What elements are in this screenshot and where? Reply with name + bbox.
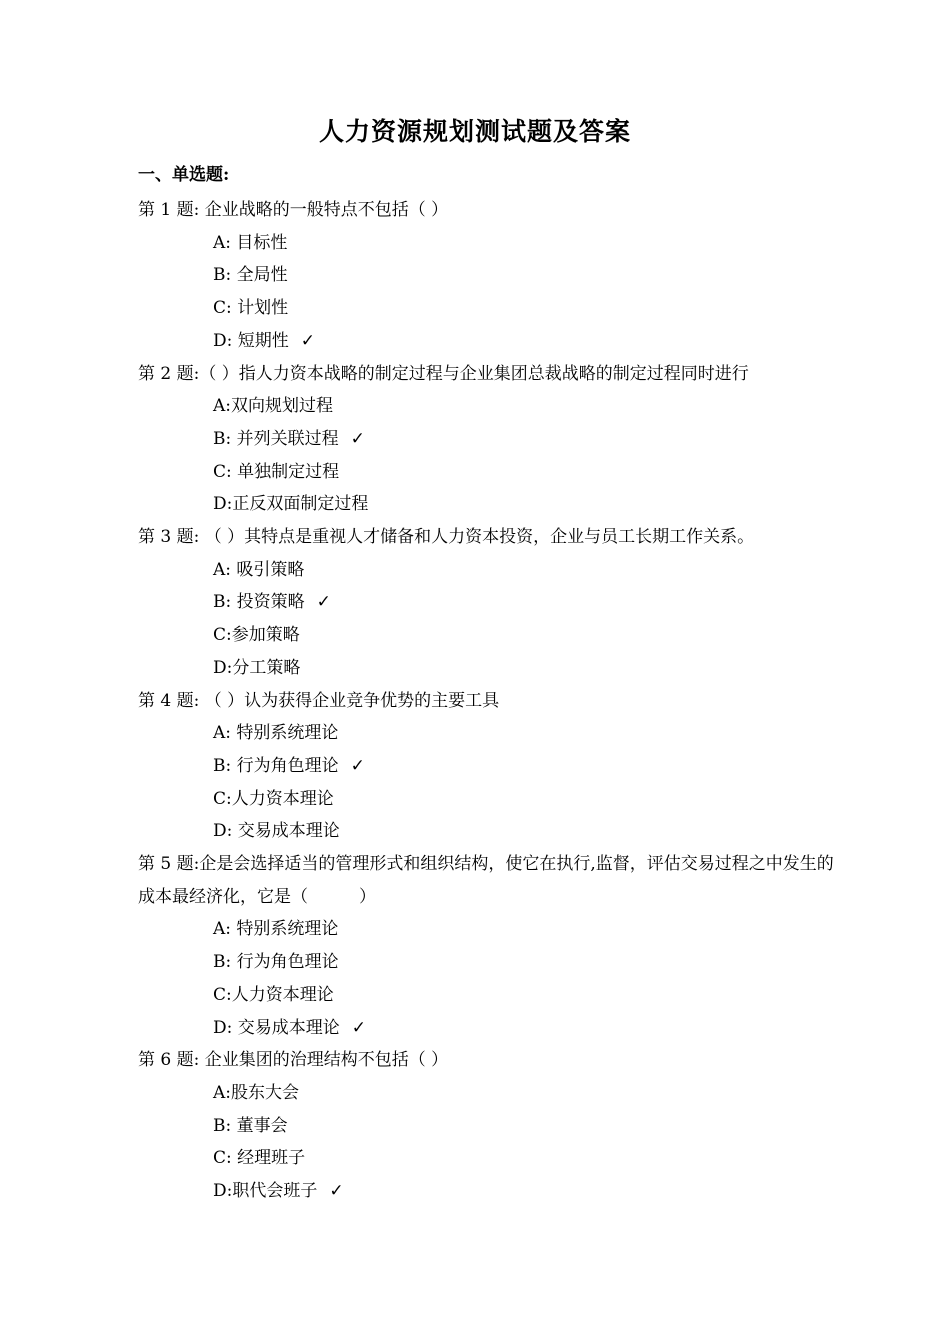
option-label: B: 行为角色理论: [213, 952, 339, 973]
question-text: 第 1 题: 企业战略的一般特点不包括（ ）: [138, 200, 449, 220]
option-label: D:正反双面制定过程: [213, 494, 369, 515]
question-text: 第 5 题:企是会选择适当的管理形式和组织结构，使它在执行,监督，评估交易过程之中发生的成本最经济化，它是（ ）: [138, 854, 834, 907]
option-label: C: 经理班子: [213, 1148, 306, 1169]
answer-option: [138, 423, 838, 456]
option-label: A: 特别系统理论: [213, 723, 339, 744]
answer-option: [138, 292, 838, 325]
option-label: A:股东大会: [213, 1082, 300, 1103]
answer-option: [138, 913, 838, 946]
option-label: D:分工策略: [213, 657, 301, 678]
option-label: B: 全局性: [213, 265, 288, 286]
answer-option: [138, 1012, 838, 1045]
question-text: 第 4 题: （ ）认为获得企业竞争优势的主要工具: [138, 690, 500, 711]
answer-option: [138, 488, 838, 521]
answer-option: [138, 979, 838, 1012]
option-label: B: 并列关联过程: [213, 428, 339, 449]
option-label: A: 目标性: [213, 232, 288, 253]
answer-option: [138, 1142, 838, 1175]
answer-option: [138, 1110, 838, 1143]
answer-option: [138, 619, 838, 652]
answer-option: [138, 325, 838, 358]
option-label: D: 短期性: [213, 330, 289, 351]
answer-option: [138, 652, 838, 685]
correct-check-icon: ✓: [350, 428, 365, 449]
question-list: [138, 194, 838, 1208]
option-label: D: 交易成本理论: [213, 821, 340, 842]
correct-check-icon: ✓: [350, 755, 365, 776]
correct-check-icon: ✓: [329, 1181, 344, 1202]
correct-check-icon: ✓: [351, 1017, 367, 1038]
option-label: B: 投资策略: [213, 592, 305, 613]
answer-option: [138, 783, 838, 816]
section-heading: 一、单选题:: [138, 165, 230, 185]
answer-option: [138, 259, 838, 292]
option-label: C:人力资本理论: [213, 984, 334, 1005]
option-label: C:参加策略: [213, 625, 300, 646]
option-label: D: 交易成本理论: [213, 1017, 340, 1038]
answer-option: [138, 750, 838, 783]
correct-check-icon: ✓: [300, 330, 316, 351]
option-label: B: 董事会: [213, 1115, 288, 1136]
answer-option: [138, 946, 838, 979]
answer-option: [138, 1077, 838, 1110]
option-label: C: 单独制定过程: [213, 461, 340, 482]
correct-check-icon: ✓: [316, 592, 331, 613]
option-label: C:人力资本理论: [213, 788, 334, 809]
answer-option: [138, 456, 838, 489]
option-label: A:双向规划过程: [213, 396, 334, 417]
answer-option: [138, 586, 838, 619]
option-label: A: 吸引策略: [213, 559, 305, 580]
option-label: B: 行为角色理论: [213, 755, 339, 776]
question-text: 第 3 题: （ ）其特点是重视人才储备和人力资本投资，企业与员工长期工作关系。: [138, 527, 755, 548]
question-text: 第 6 题: 企业集团的治理结构不包括（ ）: [138, 1050, 449, 1071]
option-label: D:职代会班子: [213, 1181, 318, 1202]
option-label: C: 计划性: [213, 298, 289, 319]
answer-option: [138, 815, 838, 848]
answer-option: [138, 1175, 838, 1208]
option-label: A: 特别系统理论: [213, 919, 339, 940]
document-title: 人力资源规划测试题及答案: [318, 117, 631, 146]
answer-option: [138, 717, 838, 750]
question-text: 第 2 题:（ ）指人力资本战略的制定过程与企业集团总裁战略的制定过程同时进行: [138, 363, 749, 384]
answer-option: [138, 227, 838, 260]
answer-option: [138, 554, 838, 587]
answer-option: [138, 390, 838, 423]
